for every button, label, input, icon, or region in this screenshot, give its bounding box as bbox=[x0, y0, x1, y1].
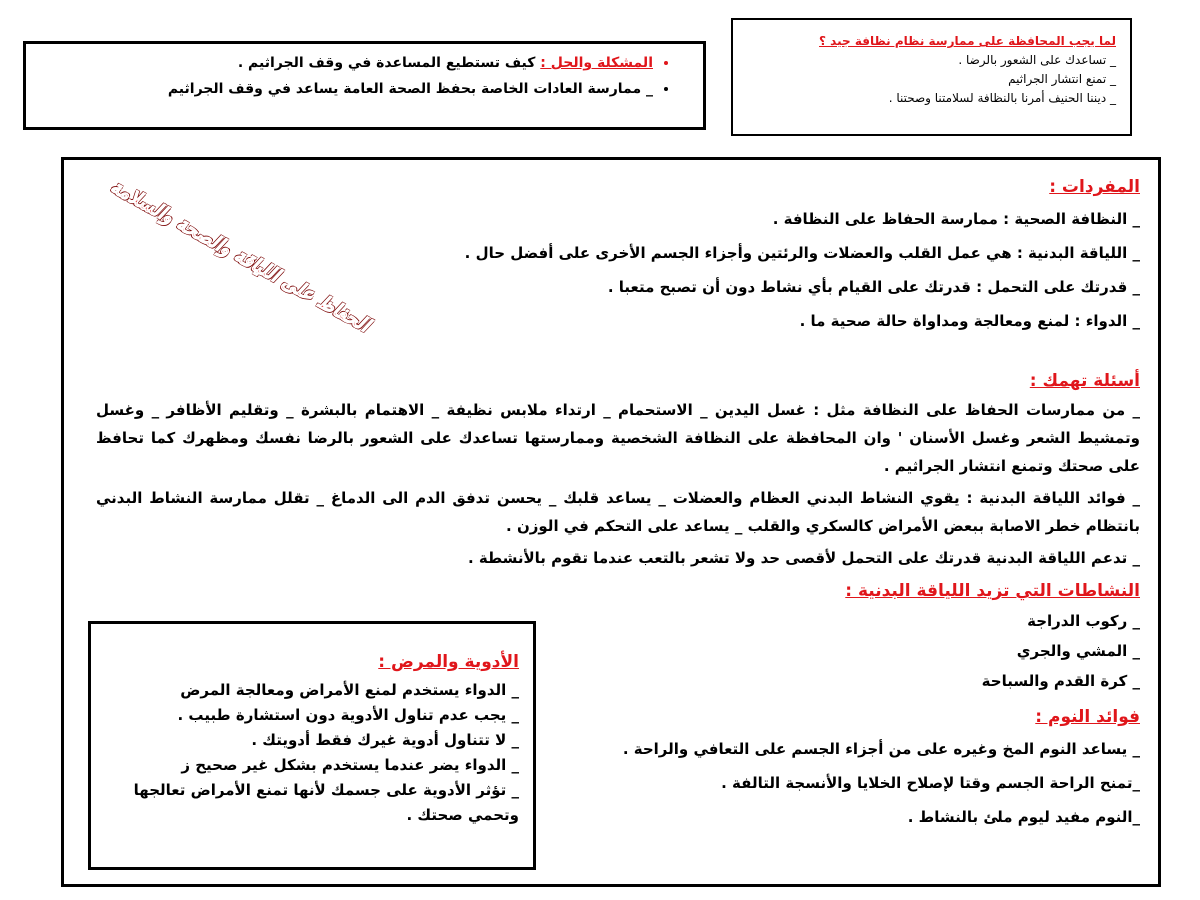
medicine-item: _ تؤثر الأدوية على جسمك لأنها تمنع الأمراض تعالجها وتحمي صحتك . bbox=[133, 781, 519, 824]
activities-heading: النشاطات التي تزيد اللياقة البدنية : bbox=[845, 581, 1140, 601]
medicine-item: _ الدواء يستخدم لمنع الأمراض ومعالجة المرض bbox=[180, 681, 519, 699]
problem-solution-box bbox=[23, 41, 706, 130]
why-hygiene-item: _ تمنع انتشار الجراثيم bbox=[1008, 72, 1116, 86]
vocabulary-item: _ قدرتك على التحمل : قدرتك على القيام بأي نشاط دون أن تصبح متعبا . bbox=[607, 278, 1140, 296]
why-hygiene-title: لما يجب المحافظة على ممارسة نظام نظافة جيد ؟ bbox=[819, 34, 1116, 48]
medicine-box bbox=[88, 621, 536, 870]
problem-solution-list bbox=[36, 50, 675, 102]
problem-question: كيف تستطيع المساعدة في وقف الجراثيم . bbox=[237, 55, 536, 71]
sleep-heading: فوائد النوم : bbox=[1035, 707, 1140, 727]
medicine-heading: الأدوية والمرض : bbox=[378, 652, 519, 672]
questions-paragraph: _ من ممارسات الحفاظ على النظافة مثل : غسل اليدين _ الاستحمام _ ارتداء ملابس نظيفة _ الاهتمام بالبشرة _ وتقليم الأظافر _ وغسل وتمشيط الشعر وغسل الأسنان ' وان المحافظة على النظافة الشخصية وممارستها تساعدك على الشعور بالرضا نفسك ومظهرك كما تحافظ على صحتك وتمنع انتشار الجراثيم . bbox=[96, 401, 1140, 475]
problem-label: المشكلة والحل : bbox=[540, 55, 653, 71]
problem-question-item bbox=[36, 50, 653, 76]
questions-paragraph: _ تدعم اللياقة البدنية قدرتك على التحمل لأقصى حد ولا تشعر بالتعب عندما تقوم بالأنشطة . bbox=[467, 549, 1140, 567]
activity-item: _ ركوب الدراجة bbox=[1027, 612, 1140, 630]
questions-section bbox=[96, 366, 1140, 572]
why-hygiene-item: _ ديننا الحنيف أمرنا بالنظافة لسلامتنا وصحتنا . bbox=[888, 91, 1116, 105]
sleep-item: _تمنح الراحة الجسم وقتا لإصلاح الخلايا والأنسجة التالفة . bbox=[721, 774, 1140, 792]
why-hygiene-item: _ تساعدك على الشعور بالرضا . bbox=[958, 53, 1116, 67]
medicine-item: _ الدواء يضر عندما يستخدم بشكل غير صحيح ز bbox=[181, 756, 519, 774]
sleep-item: _ يساعد النوم المخ وغيره على من أجزاء الجسم على التعافي والراحة . bbox=[622, 740, 1140, 758]
problem-answer-item: • _ ممارسة العادات الخاصة بحفظ الصحة العامة يساعد في وقف الجراثيم bbox=[36, 76, 653, 102]
sleep-item: _النوم مفيد ليوم ملئ بالنشاط . bbox=[907, 808, 1140, 826]
activity-item: _ المشي والجري bbox=[1016, 642, 1140, 660]
fitness-slogan: الحفاظ على اللياقة والصحة والسلامة bbox=[106, 175, 374, 337]
why-hygiene-box bbox=[731, 18, 1132, 136]
vocabulary-item: _ اللياقة البدنية : هي عمل القلب والعضلات والرئتين وأجزاء الجسم الأخرى على أفضل حال . bbox=[464, 244, 1140, 262]
vocabulary-heading: المفردات : bbox=[1049, 177, 1140, 197]
questions-paragraph: _ فوائد اللياقة البدنية : يقوي النشاط البدني العظام والعضلات _ يساعد قلبك _ يحسن تدفق الدم الى الدماغ _ تقلل ممارسة النشاط البدني بانتظام خطر الاصابة ببعض الأمراض كالسكري والقلب _ يساعد على التحكم في الوزن . bbox=[96, 489, 1140, 535]
vocabulary-item: _ الدواء : لمنع ومعالجة ومداواة حالة صحية ما . bbox=[799, 312, 1140, 330]
activity-item: _ كرة القدم والسباحة bbox=[981, 672, 1140, 690]
medicine-item: _ لا تتناول أدوية غيرك فقط أدويتك . bbox=[251, 731, 519, 749]
medicine-item: _ يجب عدم تناول الأدوية دون استشارة طبيب . bbox=[177, 706, 519, 724]
questions-heading: أسئلة تهمك : bbox=[1029, 371, 1140, 391]
vocabulary-item: _ النظافة الصحية : ممارسة الحفاظ على النظافة . bbox=[772, 210, 1140, 228]
